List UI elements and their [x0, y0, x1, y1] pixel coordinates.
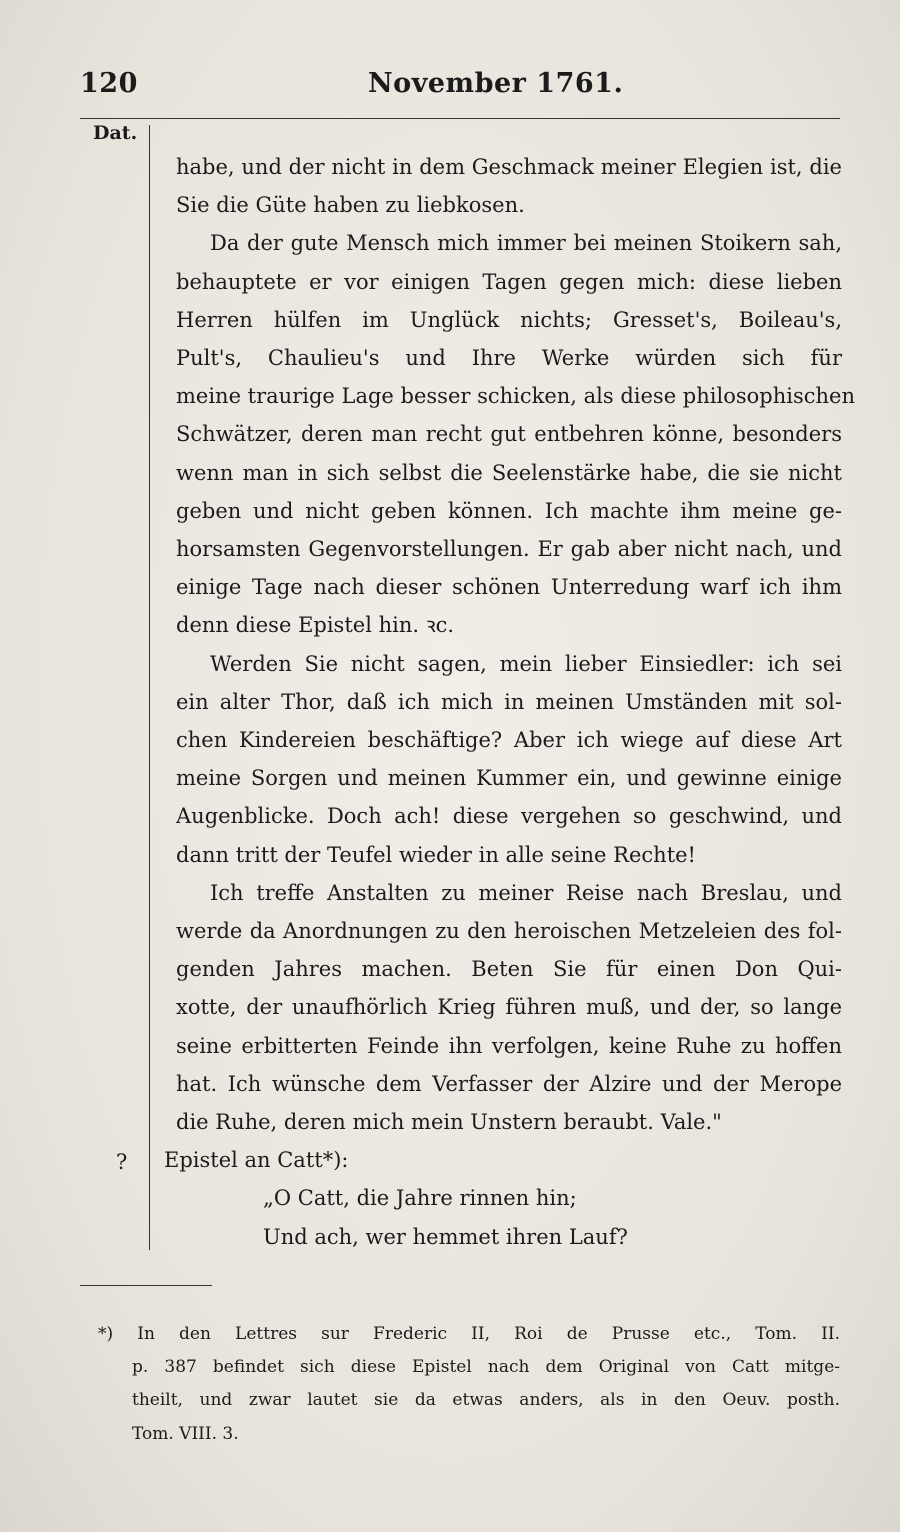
text-line: seine erbitterten Feinde ihn verfolgen, keine Ruhe zu hoffen	[176, 1033, 842, 1058]
page-number: 120	[80, 68, 138, 99]
text-line: Schwätzer, deren man recht gut entbehren könne, besonders	[176, 422, 842, 447]
text-line: denn diese Epistel hin. ꝛc.	[176, 613, 455, 638]
text-line: chen Kindereien beschäftige? Aber ich wiege auf diese Art	[176, 728, 842, 753]
text-line: habe, und der nicht in dem Geschmack meiner Elegien ist, die	[176, 155, 842, 179]
text-line: ein alter Thor, daß ich mich in meinen Umständen mit sol-	[176, 689, 842, 714]
text-line: Augenblicke. Doch ach! diese vergehen so geschwind, und	[176, 804, 842, 829]
footnote-line: Tom. VIII. 3.	[132, 1423, 239, 1444]
text-line: xotte, der unaufhörlich Krieg führen muß, und der, so lange	[176, 995, 842, 1020]
text-line: einige Tage nach dieser schönen Unterredung warf ich ihm	[176, 575, 842, 600]
running-head: November 1761.	[368, 68, 624, 99]
text-line: hat. Ich wünsche dem Verfasser der Alzire und der Merope	[176, 1071, 842, 1096]
text-line: behauptete er vor einigen Tagen gegen mich: diese lieben	[176, 269, 842, 294]
text-line: Sie die Güte haben zu liebkosen.	[176, 193, 525, 218]
text-line: werde da Anordnungen zu den heroischen Metzeleien des fol-	[176, 919, 842, 944]
text-line: Werden Sie nicht sagen, mein lieber Einsiedler: ich sei	[210, 651, 842, 676]
body-text	[164, 148, 855, 1256]
footnote-line: *) In den Lettres sur Frederic II, Roi de Prusse etc., Tom. II.	[98, 1324, 840, 1344]
footnote	[98, 1318, 840, 1451]
margin-date-label: Dat.	[93, 122, 138, 144]
text-line: meine traurige Lage besser schicken, als diese philosophischen	[176, 384, 855, 409]
text-line: die Ruhe, deren mich mein Unstern beraubt. Vale."	[176, 1110, 722, 1135]
text-line: Ich treffe Anstalten zu meiner Reise nach Breslau, und	[210, 880, 842, 905]
margin-query-mark: ?	[116, 1150, 128, 1174]
header-rule	[80, 118, 840, 119]
text-line: genden Jahres machen. Beten Sie für einen Don Qui-	[176, 957, 842, 982]
footnote-line: p. 387 befindet sich diese Epistel nach dem Original von Catt mitge-	[132, 1357, 840, 1378]
verse-line: „O Catt, die Jahre rinnen hin;	[263, 1186, 577, 1211]
text-line: Da der gute Mensch mich immer bei meinen Stoikern sah,	[210, 231, 842, 256]
text-line: Epistel an Catt*):	[164, 1148, 349, 1173]
text-line: wenn man in sich selbst die Seelenstärke habe, die sie nicht	[176, 460, 842, 485]
text-line: Herren hülfen im Unglück nichts; Gresset's, Boileau's,	[176, 307, 842, 332]
margin-divider-rule	[149, 125, 150, 1250]
text-line: meine Sorgen und meinen Kummer ein, und gewinne einige	[176, 766, 842, 791]
text-line: horsamsten Gegenvorstellungen. Er gab aber nicht nach, und	[176, 537, 842, 562]
verse-line: Und ach, wer hemmet ihren Lauf?	[263, 1224, 628, 1249]
footnote-rule	[80, 1285, 212, 1286]
page-header	[80, 68, 840, 108]
footnote-line: theilt, und zwar lautet sie da etwas anders, als in den Oeuv. posth.	[132, 1390, 840, 1411]
text-line: dann tritt der Teufel wieder in alle seine Rechte!	[176, 842, 696, 867]
text-line: Pult's, Chaulieu's und Ihre Werke würden sich für	[176, 346, 842, 371]
text-line: geben und nicht geben können. Ich machte ihm meine ge-	[176, 498, 842, 523]
